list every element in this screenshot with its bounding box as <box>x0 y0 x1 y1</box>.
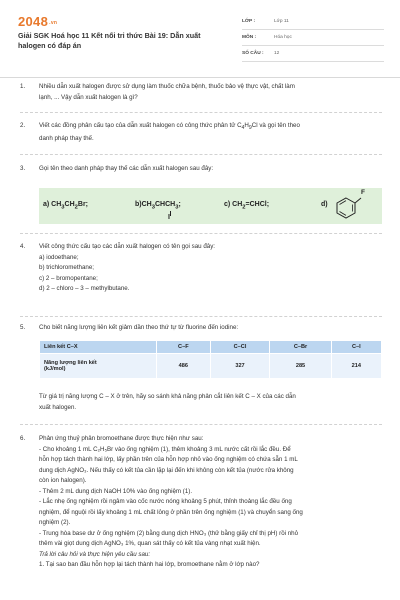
question-text-line: nghiệm (2). <box>39 519 71 526</box>
question-separator <box>20 316 382 317</box>
table-header-cell: C–F <box>157 341 211 354</box>
logo-text: 2048 <box>18 14 49 29</box>
document-meta <box>242 14 384 62</box>
document-title <box>18 31 228 51</box>
meta-key: LỚP : <box>242 19 256 24</box>
meta-key: MÔN : <box>242 35 257 40</box>
table-cell: 327 <box>210 354 270 379</box>
formula-box <box>39 188 382 224</box>
question-text-line: - Lắc nhẹ ống nghiệm rồi ngâm vào cốc nước nóng khoảng 5 phút, thỉnh thoảng lắc đều ống <box>39 498 292 505</box>
table-cell: 486 <box>157 354 211 379</box>
table-header-cell: C–Br <box>270 341 331 354</box>
subscript: 3 <box>151 204 155 211</box>
meta-key: SỐ CÂU : <box>242 51 264 56</box>
table-header-cell: C–I <box>331 341 381 354</box>
question-text-line: còn ion halogen). <box>39 477 87 484</box>
document-header <box>18 12 384 64</box>
text-part: H <box>244 122 249 129</box>
subscript: 9 <box>248 125 252 132</box>
text-part: c) CH <box>224 201 243 208</box>
table-header-cell: C–Cl <box>210 341 270 354</box>
title-line-1: Giải SGK Hoá học 11 Kết nối tri thức Bài 19: Dẫn xuất <box>18 31 201 40</box>
text-part: ; <box>178 201 181 208</box>
text-part: =CHCl; <box>245 201 270 208</box>
question-text-line: Gọi tên theo danh pháp thay thế các dẫn xuất halogen sau đây: <box>39 165 214 172</box>
question-text-line: Từ giá trị năng lượng C – X ở trên, hãy so sánh khả năng phản cắt liên kết C – X của các dẫn <box>39 393 296 400</box>
table-row-label <box>40 354 157 379</box>
question-text-line: dung dịch AgNO₃. Nếu thấy có kết tủa cần lặp lại đến khi không còn kết tủa (nước rửa không <box>39 466 294 474</box>
site-logo[interactable] <box>18 14 57 29</box>
table-header-row <box>40 341 382 354</box>
text-part: CH <box>64 201 75 208</box>
row-label-unit: (kJ/mol) <box>44 366 66 372</box>
text-part: CHCH <box>154 201 176 208</box>
compound-c <box>224 201 269 210</box>
question-separator <box>20 112 382 113</box>
subscript: 3 <box>61 204 65 211</box>
question-3 <box>20 164 382 175</box>
table-row <box>40 354 382 379</box>
meta-value: Hóa học <box>274 35 292 40</box>
meta-value: 12 <box>274 51 280 56</box>
text-part: Br; <box>77 201 89 208</box>
question-text-line: Cho biết năng lượng liên kết giảm dần theo thứ tự từ fluorine đến iodine: <box>39 324 239 331</box>
compound-a <box>43 201 88 210</box>
question-number: 4. <box>20 243 26 250</box>
question-text-line: Nhiều dẫn xuất halogen được sử dụng làm thuốc chữa bệnh, thuốc bảo vệ thực vật, chất làm <box>39 83 295 90</box>
text-part: b)CH <box>135 201 152 208</box>
question-number: 5. <box>20 324 26 331</box>
question-text-line: Viết công thức cấu tạo các dẫn xuất halogen có tên gọi sau đây: <box>39 243 216 250</box>
question-5 <box>20 323 382 334</box>
compound-d-label: d) <box>321 201 328 208</box>
question-text-line: c) 2 – bromopentane; <box>39 274 98 282</box>
question-text-line: thêm vài giọt dung dịch AgNO₃ 1%, quan sát thấy có kết tủa vàng nhạt xuất hiện. <box>39 540 261 547</box>
table-cell: 285 <box>270 354 331 379</box>
iodine-substituent: I <box>168 214 170 221</box>
question-text-line: 1. Tại sao ban đầu hỗn hợp lại tách thành hai lớp, bromoethane nằm ở lớp nào? <box>39 561 260 568</box>
question-6 <box>20 434 382 571</box>
question-text-line: - Thêm 2 mL dung dịch NaOH 10% vào ống nghiệm (1). <box>39 487 193 495</box>
question-text-line: hỗn hợp tách thành hai lớp, lấy phần trên của hỗn hợp nhỏ vào ống nghiệm có chứa sẵn 1 mL <box>39 456 298 463</box>
question-separator <box>20 424 382 425</box>
question-number: 6. <box>20 435 26 442</box>
question-text-line: - Cho khoảng 1 mL C₂H₅Br vào ống nghiệm (1), thêm khoảng 3 mL nước cất rồi lắc đều. Để <box>39 445 291 453</box>
question-text-line: a) iodoethane; <box>39 253 79 261</box>
subscript: 3 <box>175 204 179 211</box>
text-part: a) CH <box>43 201 62 208</box>
meta-row-count <box>242 46 384 62</box>
question-text-line <box>39 121 382 134</box>
question-number: 1. <box>20 83 26 90</box>
question-1 <box>20 82 382 103</box>
meta-value: Lớp 11 <box>274 19 289 24</box>
table-cell: 214 <box>331 354 381 379</box>
logo-suffix: .vn <box>49 19 58 26</box>
subscript: 2 <box>242 204 246 211</box>
subscript: 2 <box>74 204 78 211</box>
question-2 <box>20 121 382 144</box>
meta-row-subject <box>242 30 384 46</box>
question-text-line: - Trung hòa base dư ở ống nghiệm (2) bằng dung dịch HNO₃ (thử bằng giấy chỉ thị pH) rồi nhỏ <box>39 529 299 537</box>
bond-energy-table <box>39 340 382 379</box>
question-text-line: b) trichloromethane; <box>39 264 95 271</box>
question-text-line: xuất halogen. <box>39 403 77 411</box>
title-line-2: halogen có đáp án <box>18 41 82 50</box>
question-text-line: d) 2 – chloro – 3 – methylbutane. <box>39 285 130 292</box>
table-header-cell: Liên kết C–X <box>40 341 157 354</box>
compound-b <box>135 201 181 210</box>
question-text-line: lạnh, ... Vậy dẫn xuất halogen là gì? <box>39 93 138 101</box>
question-separator <box>20 154 382 155</box>
question-instruction: Trả lời câu hỏi và thực hiện yêu cầu sau: <box>39 550 151 558</box>
text-part: Viết các đồng phân cấu tạo của dẫn xuất halogen có công thức phân tử C <box>39 122 242 129</box>
text-part: Cl và gọi tên theo <box>251 122 300 129</box>
subscript: 4 <box>241 125 245 132</box>
bond-line <box>170 211 171 216</box>
question-5-continued <box>20 392 382 413</box>
question-separator <box>20 233 382 234</box>
question-text-line: nghiệm, để nguội rồi lấy khoảng 1 mL chất lỏng ở phần trên ống nghiệm (1) và chuyển sang ống <box>39 508 303 516</box>
question-number: 2. <box>20 122 26 129</box>
question-number: 3. <box>20 165 26 172</box>
row-label-line: Năng lượng liên kết <box>44 360 97 366</box>
question-4 <box>20 242 382 295</box>
question-text-line: Phản ứng thuỷ phân bromoethane được thực hiện như sau: <box>39 435 204 442</box>
meta-row-class <box>242 14 384 30</box>
fluorine-atom: F <box>361 189 365 196</box>
question-text-line: danh pháp thay thế. <box>39 134 94 142</box>
header-divider <box>0 77 400 78</box>
